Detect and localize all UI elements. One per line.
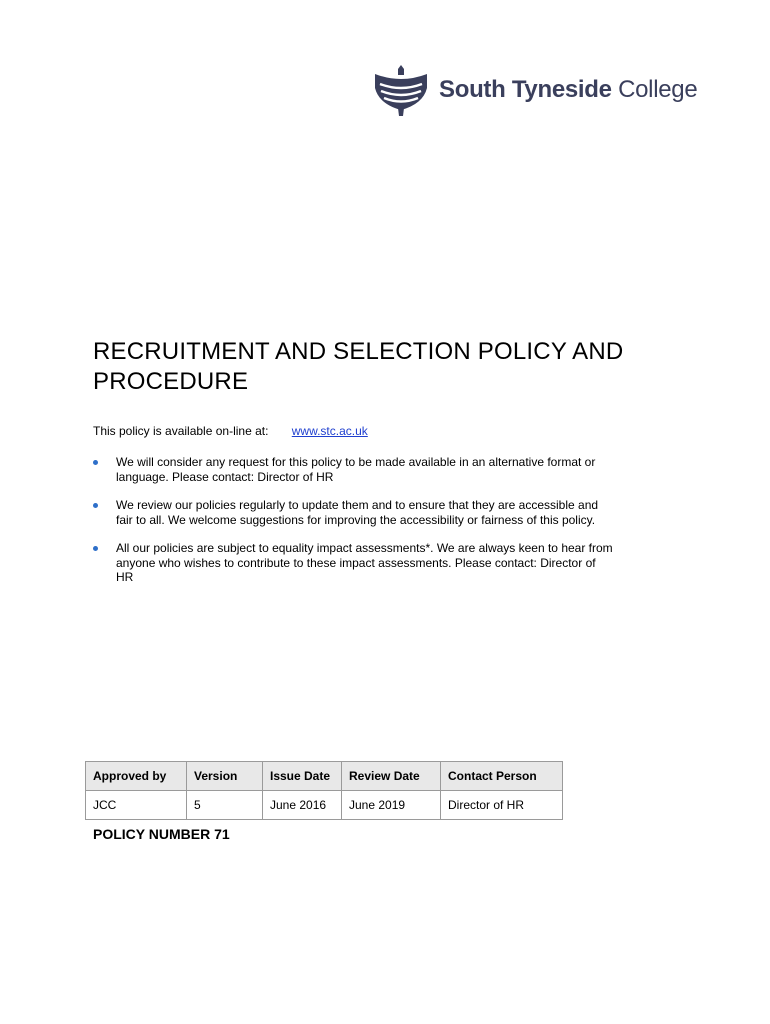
- college-name-bold: South Tyneside: [439, 76, 612, 103]
- header-approved-by: Approved by: [86, 762, 187, 791]
- cell-review-date: June 2019: [342, 791, 441, 820]
- cell-approved-by: JCC: [86, 791, 187, 820]
- list-item-text: All our policies are subject to equality impact assessments*. We are always keen to hear from anyone who wishes to contribute to these impact assessments. Please contact: Director of HR: [116, 541, 613, 584]
- website-link[interactable]: www.stc.ac.uk: [291, 424, 368, 438]
- header-review-date: Review Date: [342, 762, 441, 791]
- header-version: Version: [187, 762, 263, 791]
- bullet-icon: [93, 503, 98, 508]
- policy-number: POLICY NUMBER 71: [93, 826, 230, 842]
- list-item-text: We will consider any request for this policy to be made available in an alternative format or language. Please contact: Director of HR: [116, 455, 596, 484]
- cell-contact-person: Director of HR: [441, 791, 563, 820]
- list-item: [93, 455, 613, 484]
- document-title: RECRUITMENT AND SELECTION POLICY AND PROCEDURE: [93, 338, 624, 395]
- bullet-icon: [93, 460, 98, 465]
- list-item: [93, 541, 613, 585]
- table-row: [86, 791, 563, 820]
- header-issue-date: Issue Date: [263, 762, 342, 791]
- bullet-icon: [93, 546, 98, 551]
- header-contact-person: Contact Person: [441, 762, 563, 791]
- policy-notes-list: [93, 455, 613, 599]
- availability-line: [93, 424, 368, 438]
- college-logo: [373, 64, 697, 116]
- availability-text: This policy is available on-line at:: [93, 424, 269, 438]
- college-name-light: College: [618, 76, 698, 103]
- ship-crest-icon: [373, 64, 429, 116]
- list-item-text: We review our policies regularly to update them and to ensure that they are accessible and fair to all. We welcome suggestions for improving the accessibility or fairness of this policy.: [116, 498, 599, 527]
- table-header-row: [86, 762, 563, 791]
- approval-table: [85, 761, 563, 820]
- cell-issue-date: June 2016: [263, 791, 342, 820]
- list-item: [93, 498, 613, 527]
- cell-version: 5: [187, 791, 263, 820]
- college-name: [439, 76, 697, 104]
